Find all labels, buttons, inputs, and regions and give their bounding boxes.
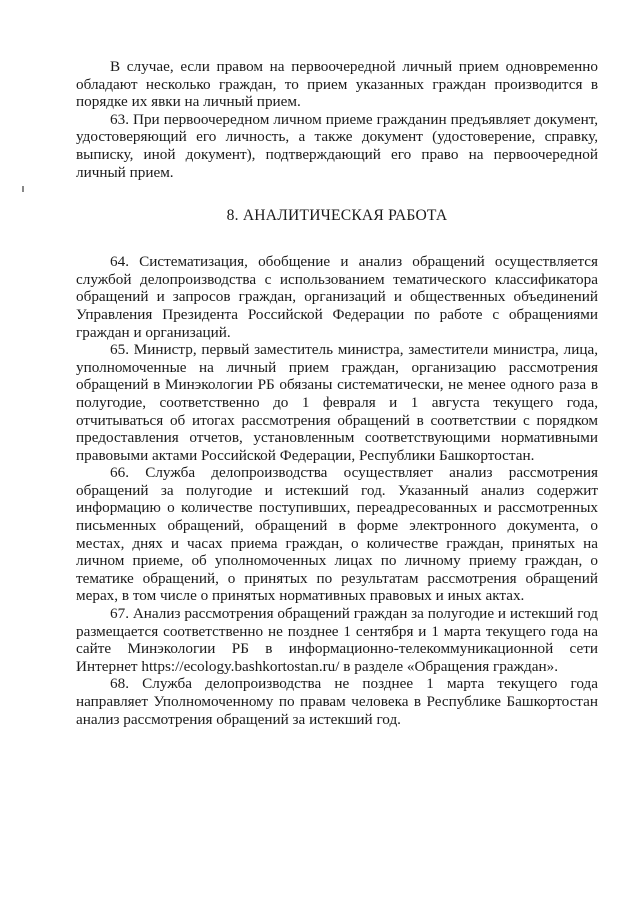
paragraph-queue-order: В случае, если правом на первоочередной личный прием одновременно обладают несколько граждан, то прием указанных граждан производится в порядке их явки на личный прием. <box>76 58 598 111</box>
paragraph-63: 63. При первоочередном личном приеме гражданин предъявляет документ, удостоверяющий его личность, а также документ (удостоверение, справку, выписку, иной документ), подтверждающий его право на первоочередной личный прием. <box>76 110 598 181</box>
section-heading-analytical-work: 8. АНАЛИТИЧЕСКАЯ РАБОТА <box>226 207 448 225</box>
paragraph-65: 65. Министр, первый заместитель министра, заместители министра, лица, уполномоченные на личный прием граждан, организацию рассмотрения обращений в Минэкологии РБ обязаны систематически, не менее одного раза в полугодие, соответственно до 1 февраля и 1 августа текущего года, отчитываться об итогах рассмотрения обращений в соответствии с порядком предоставления отчетов, установленным соответствующими нормативными правовыми актами Российской Федерации, Республики Башкортостан. <box>76 341 598 464</box>
document-page <box>76 58 598 728</box>
paragraph-66: 66. Служба делопроизводства осуществляет анализ рассмотрения обращений за полугодие и истекший год. Указанный анализ содержит информацию о количестве поступивших, переадресованных и рассмотренных письменных обращений, обращений в форме электронного документа, о местах, днях и часах приема граждан, о количестве граждан, принятых на личном приеме, об уполномоченных лицах по личному приему граждан, о тематике обращений, о принятых по результатам рассмотрения обращений мерах, в том числе о принятых нормативных правовых и иных актах. <box>76 464 598 605</box>
scan-artifact <box>22 186 24 192</box>
paragraph-68: 68. Служба делопроизводства не позднее 1 марта текущего года направляет Уполномоченному по правам человека в Республике Башкортостан анализ рассмотрения обращений за истекший год. <box>76 675 598 728</box>
paragraph-64: 64. Систематизация, обобщение и анализ обращений осуществляется службой делопроизводства с использованием тематического классификатора обращений и запросов граждан, организаций и общественных объединений Управления Президента Российской Федерации по работе с обращениями граждан и организаций. <box>76 253 598 341</box>
paragraph-67: 67. Анализ рассмотрения обращений граждан за полугодие и истекший год размещается соответственно не позднее 1 сентября и 1 марта текущего года на сайте Минэкологии РБ в информационно-телекоммуникационной сети Интернет https://ecology.bashkortostan.ru/ в разделе «Обращения граждан». <box>76 605 598 675</box>
